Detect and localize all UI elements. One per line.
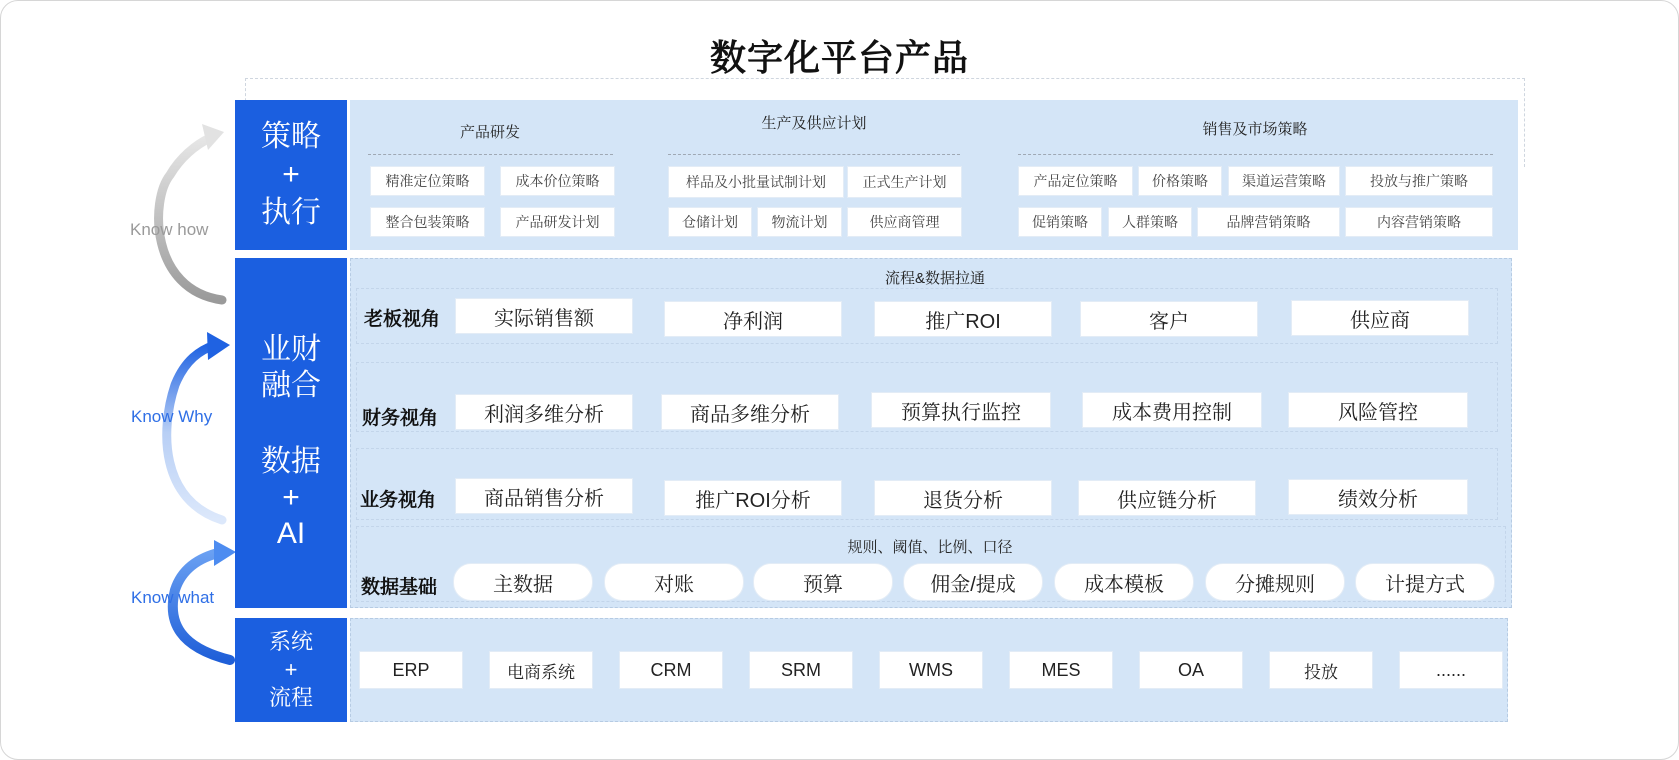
strategy-item: 物流计划: [757, 207, 842, 237]
block2-line1: 业财: [261, 333, 321, 366]
row-label-finance: 财务视角: [362, 408, 439, 429]
strategy-item: 正式生产计划: [847, 166, 962, 198]
know-how-arrow: [159, 138, 222, 300]
system-box: CRM: [619, 651, 723, 689]
finance-data-ai-block: [235, 258, 347, 608]
metric-box: 利润多维分析: [455, 394, 633, 430]
caption-rules: 规则、阈值、比例、口径: [847, 539, 1013, 556]
system-box: OA: [1139, 651, 1243, 689]
metric-box: 风险管控: [1288, 392, 1468, 428]
system-box: WMS: [879, 651, 983, 689]
data-base-pill: 对账: [604, 563, 744, 601]
strategy-item: 整合包装策略: [370, 207, 485, 237]
group-label-sales-marketing: 销售及市场策略: [1202, 121, 1308, 138]
metric-box: 供应商: [1291, 300, 1469, 336]
metric-box: 退货分析: [874, 480, 1052, 516]
metric-box: 净利润: [664, 301, 842, 337]
block2-line3: 数据: [261, 445, 321, 478]
data-base-pill: 预算: [753, 563, 893, 601]
strategy-item: 渠道运营策略: [1228, 166, 1340, 196]
system-box: MES: [1009, 651, 1113, 689]
block2-line5: AI: [276, 517, 306, 550]
caption-process-data: 流程&数据拉通: [884, 270, 985, 287]
strategy-item: 仓储计划: [668, 207, 752, 237]
system-box: 投放: [1269, 651, 1373, 689]
metric-box: 客户: [1080, 301, 1258, 337]
block1-line1: 策略: [261, 120, 321, 153]
block3-line1: 系统: [268, 629, 313, 654]
block1-line3: 执行: [261, 196, 321, 229]
metric-box: 商品销售分析: [455, 478, 633, 514]
metric-box: 实际销售额: [455, 298, 633, 334]
strategy-item: 投放与推广策略: [1345, 166, 1493, 196]
group-label-production-supply: 生产及供应计划: [761, 115, 867, 132]
metric-box: 推广ROI分析: [664, 480, 842, 516]
know-arrows: [0, 0, 260, 700]
block2-line2: 融合: [261, 369, 321, 402]
data-base-pill: 成本模板: [1054, 563, 1194, 601]
block3-line3: 流程: [268, 685, 313, 710]
data-base-pill: 佣金/提成: [903, 563, 1043, 601]
block2-line4: +: [282, 481, 300, 514]
strategy-item: 人群策略: [1108, 207, 1192, 237]
strategy-item: 促销策略: [1018, 207, 1102, 237]
system-box: ERP: [359, 651, 463, 689]
know-what-label: Know what: [131, 588, 215, 607]
metric-box: 供应链分析: [1078, 480, 1256, 516]
block3-line2: +: [284, 657, 298, 682]
system-box: ......: [1399, 651, 1503, 689]
strategy-item: 内容营销策略: [1345, 207, 1493, 237]
strategy-item: 成本价位策略: [500, 166, 615, 196]
group-rule-product-rd: [368, 154, 613, 155]
metric-box: 绩效分析: [1288, 479, 1468, 515]
strategy-item: 品牌营销策略: [1197, 207, 1340, 237]
know-why-arrow: [167, 345, 222, 520]
system-box: SRM: [749, 651, 853, 689]
data-base-pill: 主数据: [453, 563, 593, 601]
group-rule-production-supply: [668, 154, 960, 155]
group-label-product-rd: 产品研发: [459, 124, 520, 141]
system-box: 电商系统: [489, 651, 593, 689]
group-rule-sales-marketing: [1018, 154, 1493, 155]
strategy-item: 供应商管理: [847, 207, 962, 237]
row-label-data-base: 数据基础: [361, 577, 438, 598]
system-process-block: [235, 618, 347, 722]
know-why-label: Know Why: [131, 407, 213, 426]
data-base-pill: 分摊规则: [1205, 563, 1345, 601]
metric-box: 成本费用控制: [1082, 392, 1262, 428]
metric-box: 商品多维分析: [661, 394, 839, 430]
data-base-pill: 计提方式: [1355, 563, 1495, 601]
row-label-boss: 老板视角: [364, 309, 441, 330]
page-title: 数字化平台产品: [709, 37, 969, 78]
row-label-business: 业务视角: [360, 490, 437, 511]
metric-box: 预算执行监控: [871, 392, 1051, 428]
strategy-execution-block: [235, 100, 347, 250]
strategy-item: 价格策略: [1138, 166, 1222, 196]
strategy-item: 产品研发计划: [500, 207, 615, 237]
strategy-item: 产品定位策略: [1018, 166, 1133, 196]
strategy-item: 样品及小批量试制计划: [668, 166, 844, 198]
block1-line2: +: [282, 158, 300, 191]
know-how-label: Know how: [130, 220, 209, 239]
metric-box: 推广ROI: [874, 301, 1052, 337]
strategy-item: 精准定位策略: [370, 166, 485, 196]
